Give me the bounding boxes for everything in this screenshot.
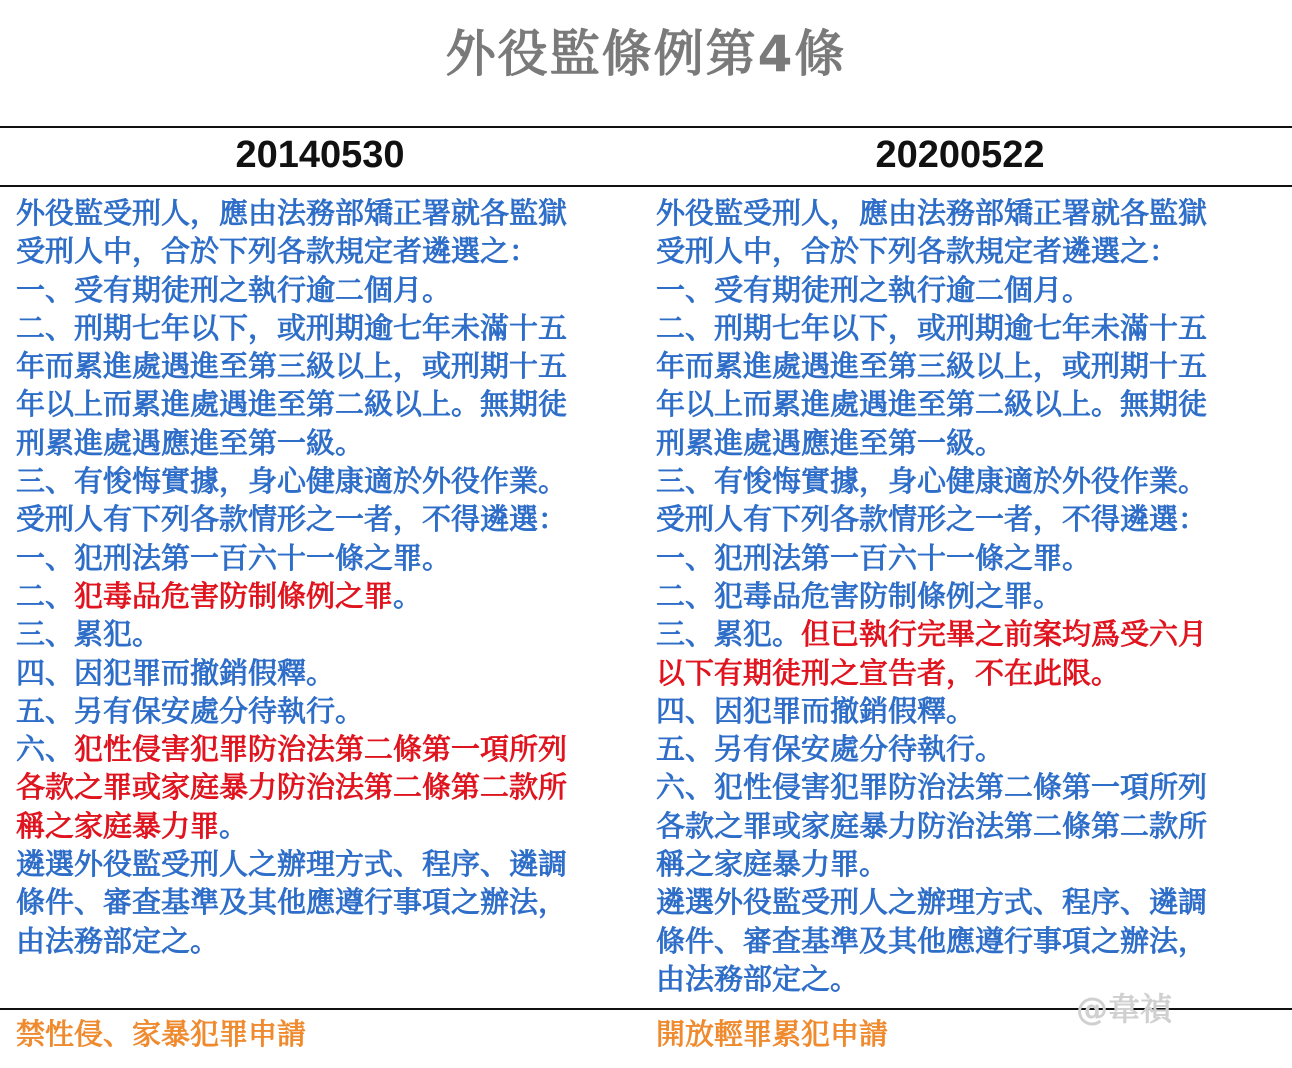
text-line: [656, 577, 1276, 615]
text-segment: 二、刑期七年以下，或刑期逾七年未滿十五: [656, 310, 1208, 345]
highlighted-text: 稱之家庭暴力罪: [16, 808, 220, 843]
highlighted-text: 以下有期徒刑之宣告者，不在此限。: [656, 655, 1121, 690]
text-segment: 年而累進處遇進至第三級以上，或刑期十五: [16, 349, 568, 384]
text-segment: 條件、審查基準及其他應遵行事項之辦法，: [656, 923, 1208, 958]
highlighted-text: 各款之罪或家庭暴力防治法第二條第二款所: [16, 770, 568, 805]
text-line: [16, 768, 636, 806]
highlighted-text: 犯性侵害犯罪防治法第二條第一項所列: [74, 732, 568, 767]
text-line: [16, 730, 636, 768]
text-line: [16, 462, 636, 500]
page-title: 外役監條例第4條: [445, 25, 847, 83]
text-line: [656, 654, 1276, 692]
text-line: [16, 232, 636, 270]
text-line: [16, 271, 636, 309]
text-segment: 二、刑期七年以下，或刑期逾七年未滿十五: [16, 310, 568, 345]
text-line: [656, 615, 1276, 653]
text-segment: 受刑人有下列各款情形之一者，不得遴選：: [16, 502, 568, 537]
text-segment: 一、犯刑法第一百六十一條之罪。: [656, 540, 1092, 575]
left-column-date: 20140530: [235, 134, 405, 176]
text-line: [656, 807, 1276, 845]
text-line: [16, 577, 636, 615]
text-line: [656, 347, 1276, 385]
text-line: [656, 960, 1276, 998]
text-segment: 刑累進處遇應進至第一級。: [656, 425, 1005, 460]
text-segment: 受刑人中，合於下列各款規定者遴選之：: [16, 234, 539, 269]
text-line: [656, 730, 1276, 768]
text-segment: 由法務部定之。: [656, 961, 860, 996]
text-segment: 三、有悛悔實據，身心健康適於外役作業。: [16, 464, 568, 499]
text-line: [656, 845, 1276, 883]
left-footer-note: 禁性侵、家暴犯罪申請: [16, 1017, 307, 1051]
text-segment: 刑累進處遇應進至第一級。: [16, 425, 365, 460]
text-line: [656, 883, 1276, 921]
text-line: [656, 424, 1276, 462]
watermark: @韋禎: [1076, 990, 1173, 1028]
text-segment: 三、有悛悔實據，身心健康適於外役作業。: [656, 464, 1208, 499]
text-line: [656, 194, 1276, 232]
text-line: [16, 922, 636, 960]
text-segment: 三、累犯。: [16, 617, 162, 652]
text-line: [16, 347, 636, 385]
text-line: [656, 309, 1276, 347]
left-article-text: [16, 194, 636, 960]
text-line: [16, 539, 636, 577]
text-segment: 遴選外役監受刑人之辦理方式、程序、遴調: [16, 847, 568, 882]
text-line: [16, 807, 636, 845]
text-segment: 二、犯毒品危害防制條例之罪。: [656, 578, 1063, 613]
text-line: [16, 692, 636, 730]
text-segment: 條件、審查基準及其他應遵行事項之辦法，: [16, 885, 568, 920]
table-top-border: [0, 126, 1292, 128]
text-segment: 六、犯性侵害犯罪防治法第二條第一項所列: [656, 770, 1208, 805]
text-segment: 一、受有期徒刑之執行逾二個月。: [656, 272, 1092, 307]
text-line: [656, 692, 1276, 730]
text-segment: 二、: [16, 578, 75, 613]
text-segment: 年以上而累進處遇進至第二級以上。無期徒: [656, 387, 1208, 422]
text-segment: 三、累犯。: [656, 617, 802, 652]
text-line: [16, 615, 636, 653]
right-footer-note: 開放輕罪累犯申請: [656, 1017, 889, 1051]
text-segment: 稱之家庭暴力罪。: [656, 847, 889, 882]
text-segment: 遴選外役監受刑人之辦理方式、程序、遴調: [656, 885, 1208, 920]
text-segment: 。: [393, 578, 423, 613]
text-line: [16, 385, 636, 423]
text-segment: 年以上而累進處遇進至第二級以上。無期徒: [16, 387, 568, 422]
highlighted-text: 犯毒品危害防制條例之罪: [74, 578, 394, 613]
right-article-text: [656, 194, 1276, 998]
header-divider: [0, 185, 1292, 187]
text-segment: 四、因犯罪而撤銷假釋。: [656, 693, 976, 728]
text-line: [656, 271, 1276, 309]
text-line: [656, 385, 1276, 423]
text-segment: 年而累進處遇進至第三級以上，或刑期十五: [656, 349, 1208, 384]
text-segment: 四、因犯罪而撤銷假釋。: [16, 655, 336, 690]
text-line: [16, 845, 636, 883]
text-segment: 五、另有保安處分待執行。: [656, 732, 1005, 767]
text-line: [656, 500, 1276, 538]
text-segment: 外役監受刑人，應由法務部矯正署就各監獄: [656, 196, 1208, 230]
text-line: [656, 768, 1276, 806]
text-line: [656, 539, 1276, 577]
text-line: [656, 922, 1276, 960]
text-segment: 一、受有期徒刑之執行逾二個月。: [16, 272, 452, 307]
text-segment: 受刑人有下列各款情形之一者，不得遴選：: [656, 502, 1208, 537]
text-line: [16, 309, 636, 347]
text-line: [656, 232, 1276, 270]
text-segment: 受刑人中，合於下列各款規定者遴選之：: [656, 234, 1179, 269]
text-segment: 外役監受刑人，應由法務部矯正署就各監獄: [16, 196, 568, 230]
text-segment: 由法務部定之。: [16, 923, 220, 958]
text-segment: 六、: [16, 732, 75, 767]
text-segment: 。: [219, 808, 249, 843]
text-line: [16, 654, 636, 692]
text-segment: 五、另有保安處分待執行。: [16, 693, 365, 728]
text-line: [656, 462, 1276, 500]
right-column-date: 20200522: [875, 134, 1045, 176]
text-line: [16, 194, 636, 232]
text-line: [16, 424, 636, 462]
text-line: [16, 883, 636, 921]
highlighted-text: 但已執行完畢之前案均爲受六月: [801, 617, 1208, 652]
text-segment: 各款之罪或家庭暴力防治法第二條第二款所: [656, 808, 1208, 843]
text-line: [16, 500, 636, 538]
text-segment: 一、犯刑法第一百六十一條之罪。: [16, 540, 452, 575]
